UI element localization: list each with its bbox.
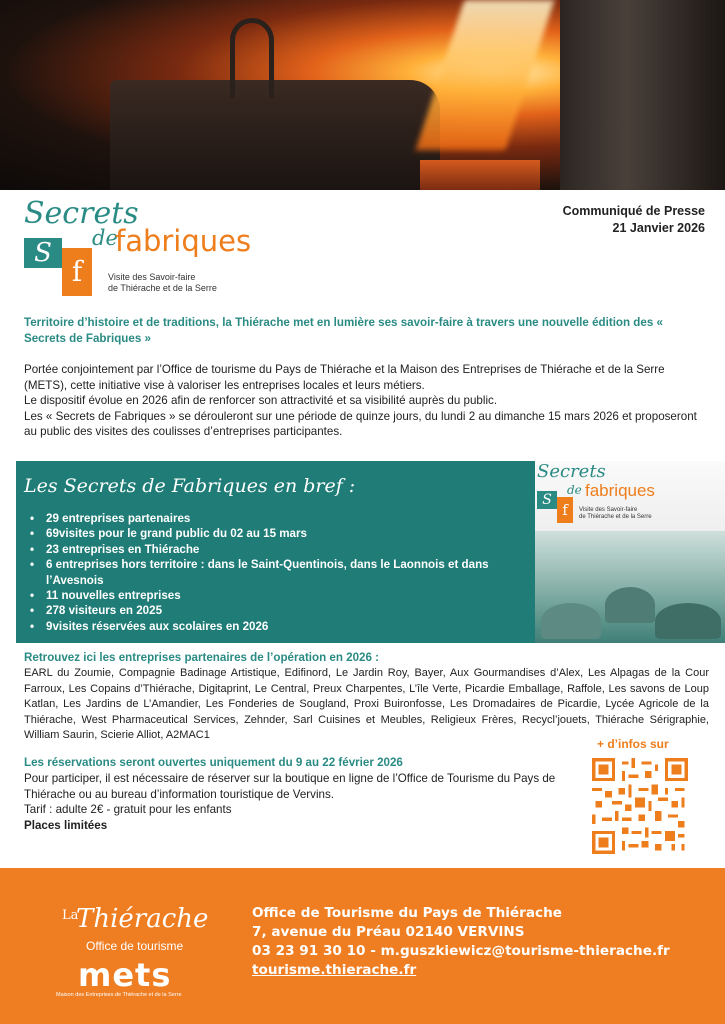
brief-item: • 6 entreprises hors territoire : dans le Saint-Quentinois, dans le Laonnois et dans l’Avesnois <box>24 557 521 588</box>
poster-tagline-line-2: de Thiérache et de la Serre <box>579 514 652 520</box>
partners-heading: Retrouvez ici les entreprises partenaires de l’opération en 2026 : <box>24 651 380 664</box>
footer-address: 7, avenue du Préau 02140 VERVINS <box>252 924 525 940</box>
footer-website-link[interactable]: tourisme.thierache.fr <box>252 962 417 978</box>
secrets-de-fabriques-logo <box>22 196 282 300</box>
brief-list <box>24 511 521 634</box>
body-paragraph-1: Portée conjointement par l’Office de tourisme du Pays de Thiérache et la Maison des Entreprises de Thiérache et de la Serre (METS), cette initiative vise à valoriser les entreprises locales et leurs métiers. <box>24 363 665 392</box>
more-info-label: + d’infos sur <box>597 737 669 751</box>
brief-item: • 69visites pour le grand public du 02 au 15 mars <box>24 526 521 541</box>
poster-tagline-line-1: Visite des Savoir-faire <box>579 507 638 513</box>
hero-molten-metal <box>416 0 555 150</box>
poster-word-de: de <box>567 483 582 497</box>
poster-s-block: S <box>537 491 557 509</box>
intro-lead: Territoire d’histoire et de traditions, la Thiérache met en lumière ses savoir-faire à travers une nouvelle édition des « Secrets de Fabriques » <box>24 316 663 345</box>
logo-tagline-line-2: de Thiérache et de la Serre <box>108 283 217 293</box>
footer <box>0 868 725 1024</box>
partners-list: EARL du Zoumie, Compagnie Badinage Artistique, Edifinord, Le Jardin Roy, Bayer, Aux Gourmandises d’Alex, Les Alpagas de la Cour Farroux, Les Copains d’Thiérache, Digitaprint, Le Central, Preux Charpentes, L’île Verte, Picardie Emballage, Raffole, Les savons de Loup Katlan, Les Jardins de L’Amandier, Les Fonderies de Sougland, Proxi Buironfosse, Les Dromadaires de Picardie, Lycée Agricole de la Thiérache, West Pharmaceutical Services, Zehnder, Sarl Cuisines et Meubles, Religieux Frères, Recycl’jouets, Thiérache Sérigraphie, William Saurin, Scierie Alliot, A2MAC1 <box>24 667 709 741</box>
poster-animal-shape <box>605 587 655 623</box>
poster-animal-shape <box>541 603 601 639</box>
footer-org-name: Office de Tourisme du Pays de Thiérache <box>252 905 562 921</box>
footer-logo-mets-subtitle: Maison des Entreprises de Thiérache et de la Serre <box>56 992 182 998</box>
press-title: Communiqué de Presse <box>562 204 705 218</box>
hero-worker <box>560 0 725 190</box>
reservation-line-3: Places limitées <box>24 818 108 832</box>
logo-tagline <box>108 272 217 294</box>
event-poster-image <box>521 461 725 643</box>
poster-animal-shape <box>655 603 721 639</box>
reservation-line-2: Tarif : adulte 2€ - gratuit pour les enfants <box>24 803 232 816</box>
brief-item: • 29 entreprises partenaires <box>24 511 521 526</box>
hero-crucible <box>420 160 540 190</box>
poster-tagline <box>579 507 652 521</box>
poster-corner-band <box>521 461 535 643</box>
footer-contact <box>252 904 670 980</box>
footer-logo-mets: mets <box>78 956 172 994</box>
poster-word-fabriques: fabriques <box>585 481 655 500</box>
poster-animal-illustration <box>535 531 725 643</box>
poster-f-block: f <box>557 497 573 523</box>
reservation-heading: Les réservations seront ouvertes uniquement du 9 au 22 février 2026 <box>24 756 403 769</box>
brief-item: • 278 visiteurs en 2025 <box>24 603 521 618</box>
body-text <box>24 362 709 440</box>
brief-panel <box>16 461 521 643</box>
logo-word-secrets: Secrets <box>24 196 139 231</box>
brief-item: • 11 nouvelles entreprises <box>24 588 521 603</box>
press-date: 21 Janvier 2026 <box>612 221 705 235</box>
reservation-line-1: Pour participer, il est nécessaire de réserver sur la boutique en ligne de l’Office de Tourisme du Pays de Thiérache ou au bureau d’information touristique de Vervins. <box>24 772 556 801</box>
footer-logo-la: La <box>62 908 79 923</box>
hero-ladle <box>110 80 440 190</box>
hero-handle <box>230 18 274 98</box>
hero-photo-foundry <box>0 0 725 190</box>
logo-s-block: S <box>24 238 62 268</box>
logo-tagline-line-1: Visite des Savoir-faire <box>108 272 196 282</box>
logo-word-fabriques: fabriques <box>115 224 252 258</box>
body-paragraph-3: Les « Secrets de Fabriques » se dérouleront sur une période de quinze jours, du lundi 2 au dimanche 15 mars 2026 et proposeront au public des visites des coulisses d’entreprises participantes. <box>24 409 697 438</box>
press-header <box>563 203 705 237</box>
footer-logo-thierache: Thiérache <box>76 904 209 934</box>
reservation-text <box>24 771 564 833</box>
poster-word-secrets: Secrets <box>537 461 606 482</box>
brief-item: • 23 entreprises en Thiérache <box>24 542 521 557</box>
logo-f-block: f <box>62 248 92 296</box>
body-paragraph-2: Le dispositif évolue en 2026 afin de renforcer son attractivité et sa visibilité auprès du public. <box>24 394 498 407</box>
footer-logo-office: Office de tourisme <box>86 939 184 953</box>
brief-item: • 9visites réservées aux scolaires en 2026 <box>24 619 521 634</box>
brief-title: Les Secrets de Fabriques en bref : <box>24 475 356 497</box>
footer-phone-email[interactable]: 03 23 91 30 10 - m.guszkiewicz@tourisme-thierache.fr <box>252 943 670 959</box>
logo-word-de: de <box>92 226 118 250</box>
qr-code-icon[interactable] <box>592 758 688 854</box>
